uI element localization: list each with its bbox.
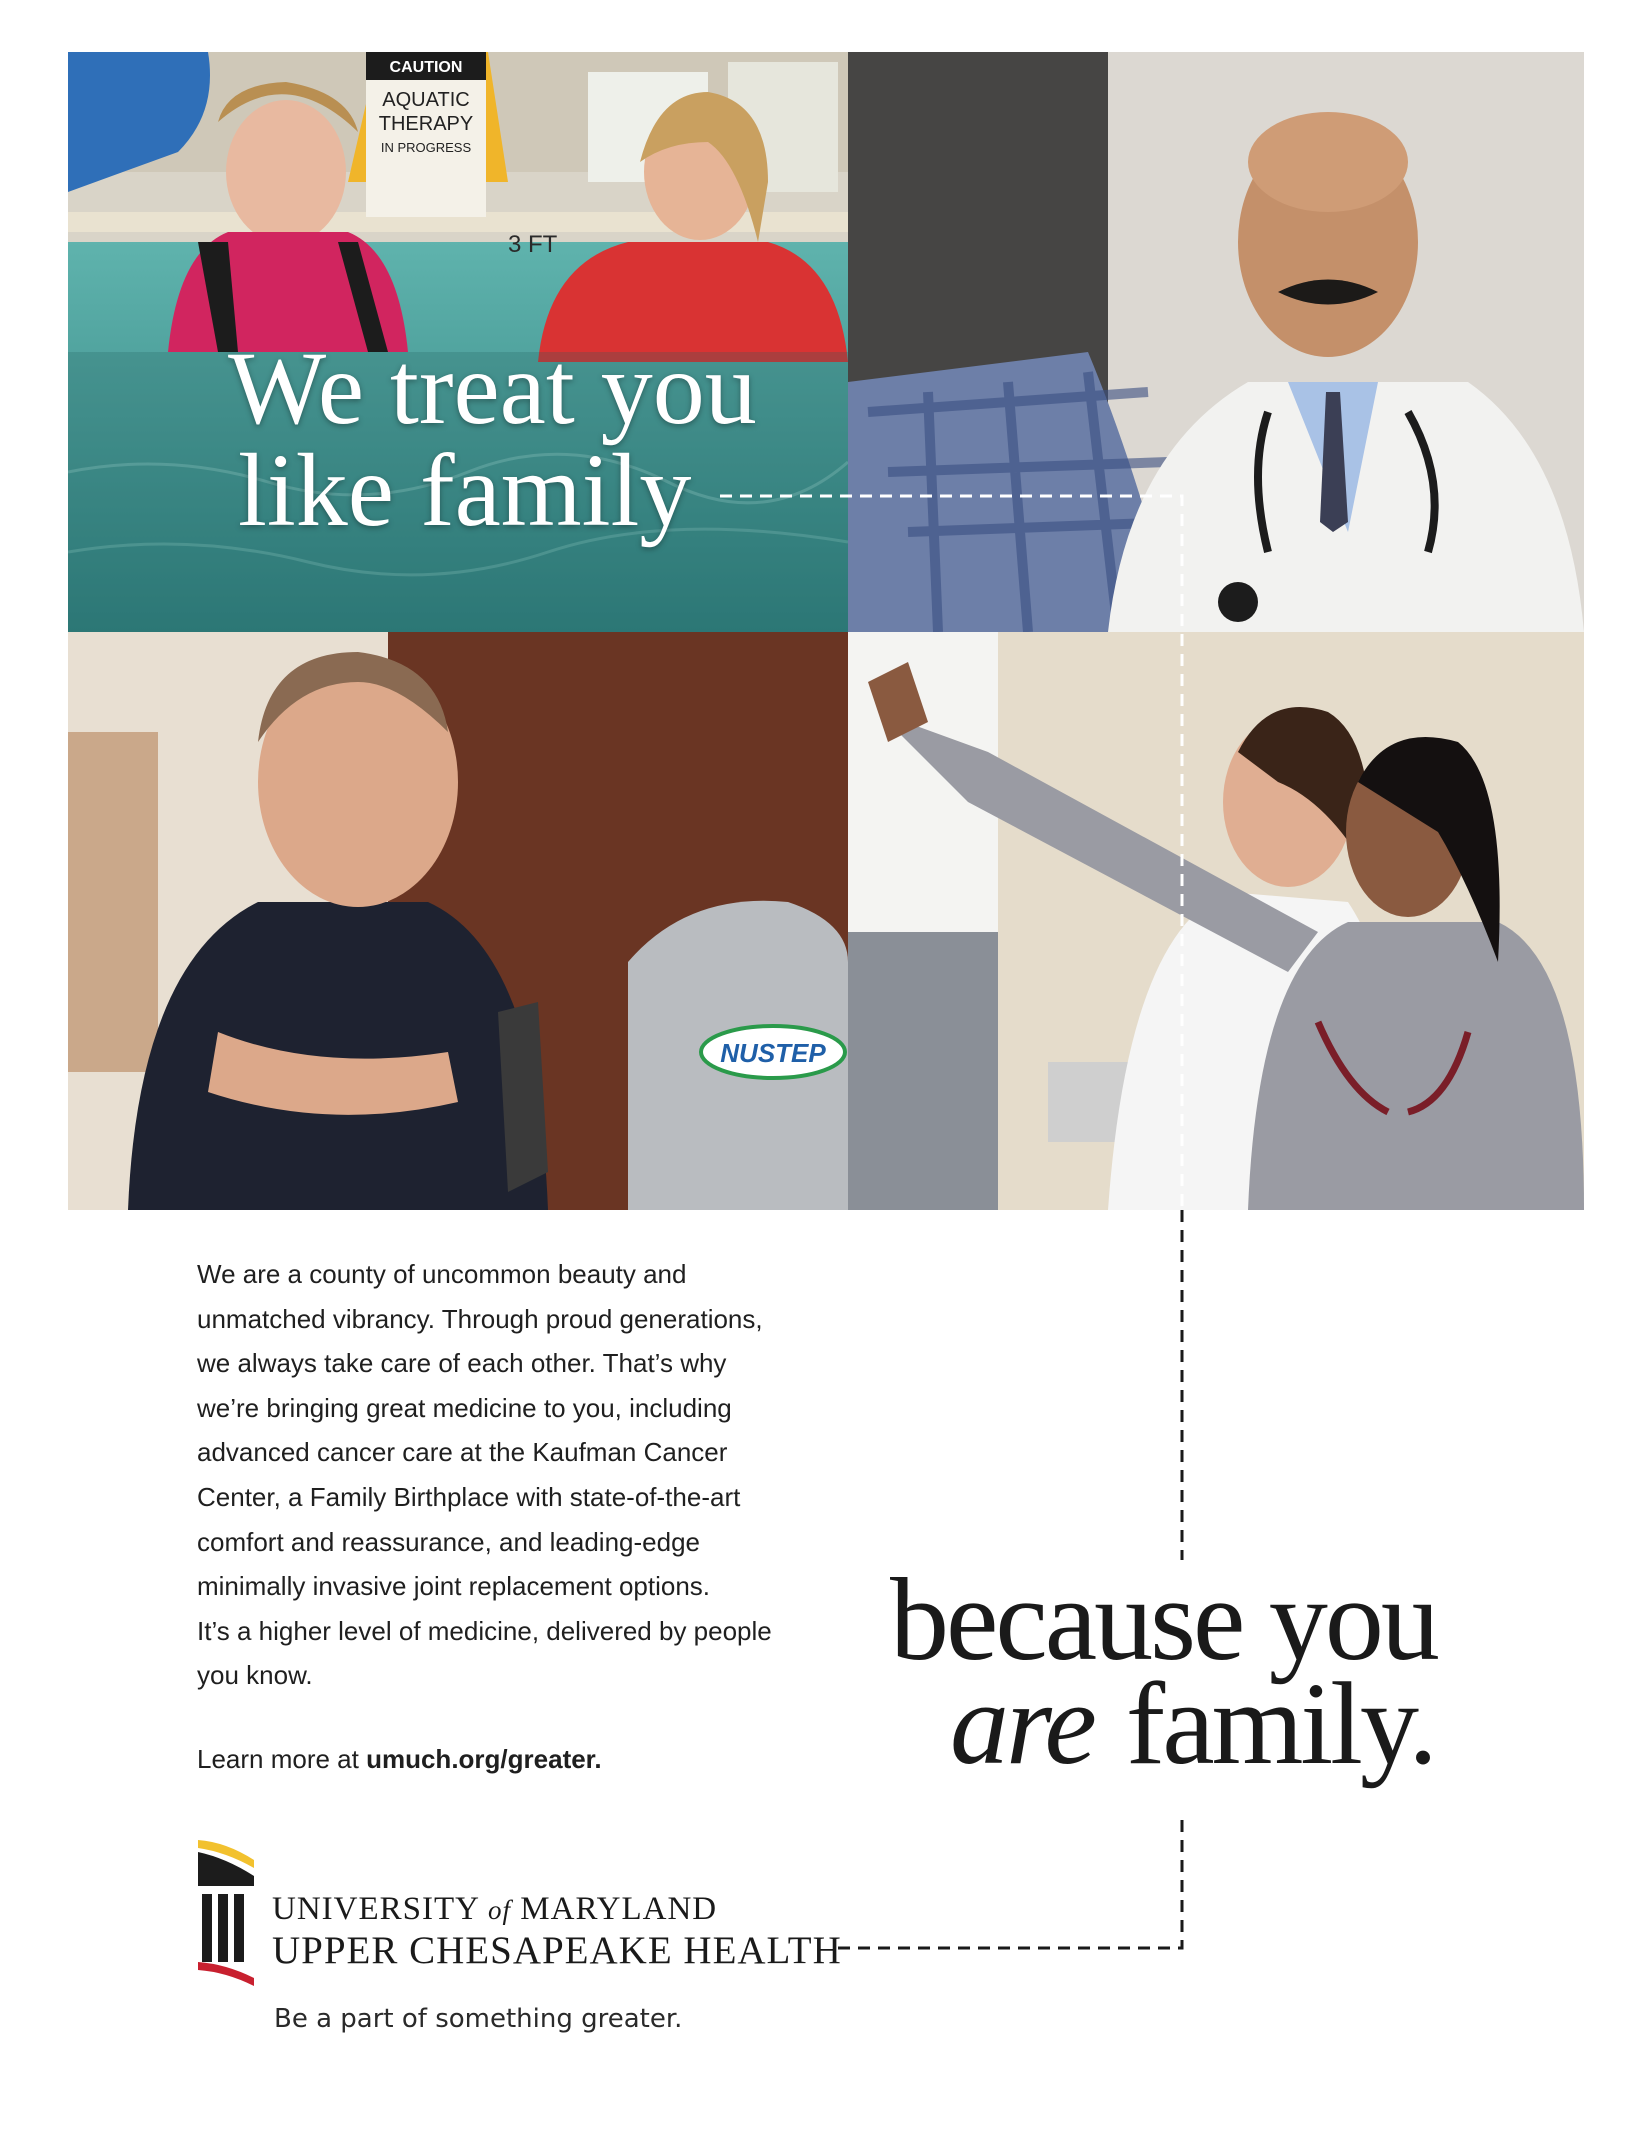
- tagline: [890, 1554, 1450, 1789]
- learn-more-link[interactable]: umuch.org/greater.: [366, 1744, 602, 1774]
- photo-nustep-exercise: [68, 632, 848, 1210]
- logo-line1: [272, 1890, 842, 1929]
- body-line: unmatched vibrancy. Through proud generations,: [197, 1303, 763, 1334]
- logo-university: UNIVERSITY: [272, 1891, 479, 1927]
- sign-line3: IN PROGRESS: [380, 140, 472, 155]
- nustep-logo-text: NUSTEP: [720, 1038, 826, 1068]
- headline: [228, 331, 848, 548]
- body-line: we’re bringing great medicine to you, including: [197, 1392, 732, 1423]
- pool-depth-label: 3 FT: [508, 231, 558, 258]
- logo-maryland: MARYLAND: [520, 1891, 718, 1927]
- body-line: We are a county of uncommon beauty and: [197, 1259, 687, 1289]
- headline-line2: like family: [238, 433, 692, 548]
- tagline-line2: [890, 1658, 1450, 1789]
- logo-wordmark: [272, 1890, 842, 1973]
- body-line: comfort and reassurance, and leading-edge: [197, 1526, 700, 1557]
- body-line: minimally invasive joint replacement options.: [197, 1571, 711, 1602]
- logo-line2: UPPER CHESAPEAKE HEALTH: [272, 1929, 842, 1972]
- sign-line2: THERAPY: [378, 113, 474, 135]
- photo-xray-review: [848, 632, 1584, 1210]
- tagline-family: family.: [1125, 1658, 1435, 1789]
- headline-line1: We treat you: [228, 331, 757, 446]
- photo-doctor-consult: [848, 52, 1584, 632]
- body-line: we always take care of each other. That’s why: [197, 1348, 727, 1379]
- body-line: you know.: [197, 1660, 313, 1691]
- umms-logo-icon: [196, 1836, 260, 1988]
- learn-more: [197, 1744, 602, 1775]
- body-copy: [197, 1252, 837, 1698]
- logo-of: of: [488, 1895, 512, 1925]
- body-line: Center, a Family Birthplace with state-of-the-art: [197, 1481, 741, 1512]
- sign-line1: AQUATIC: [382, 89, 470, 111]
- slogan: Be a part of something greater.: [274, 2004, 683, 2034]
- body-line: It’s a higher level of medicine, delivered by people: [197, 1615, 772, 1646]
- tagline-are: are: [950, 1658, 1094, 1789]
- learn-more-prefix: Learn more at: [197, 1744, 367, 1774]
- body-line: advanced cancer care at the Kaufman Cancer: [197, 1437, 728, 1468]
- tagline-line1: because you: [890, 1554, 1437, 1685]
- sign-caution-text: CAUTION: [389, 59, 463, 76]
